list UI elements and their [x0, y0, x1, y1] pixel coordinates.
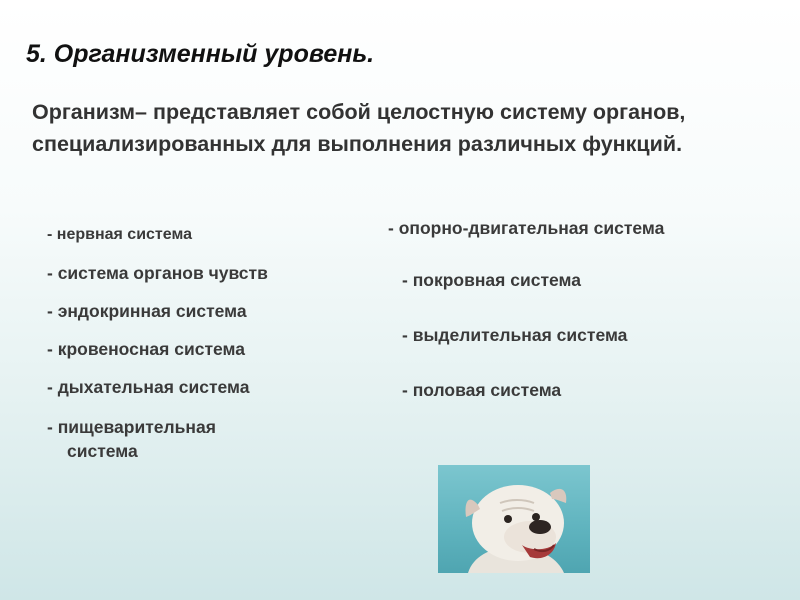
list-item-senses: - система органов чувств — [47, 263, 268, 283]
list-item-digestive-line1: - пищеварительная — [47, 417, 216, 437]
list-item-reproductive: - половая система — [402, 380, 562, 400]
bulldog-photo — [438, 465, 590, 573]
list-item-integumentary: - покровная система — [402, 270, 581, 290]
list-item-digestive — [47, 415, 307, 463]
list-item-nervous: - нервная система — [47, 226, 192, 243]
bulldog-icon — [438, 465, 590, 573]
definition-text: Организм– представляет собой целостную систему органов, специализированных для выполнения различных функций. — [32, 100, 686, 156]
slide-title: 5. Организменный уровень. — [26, 40, 375, 68]
list-item-excretory: - выделительная система — [402, 325, 628, 345]
list-item-digestive-line2: система — [67, 441, 138, 461]
list-item-circulatory: - кровеносная система — [47, 339, 245, 359]
list-item-musculoskeletal: - опорно-двигательная система — [388, 218, 665, 238]
list-item-endocrine: - эндокринная система — [47, 301, 247, 321]
organ-systems-list-left — [47, 225, 307, 481]
organ-systems-list-right — [388, 218, 664, 435]
list-item-respiratory: - дыхательная система — [47, 377, 250, 397]
